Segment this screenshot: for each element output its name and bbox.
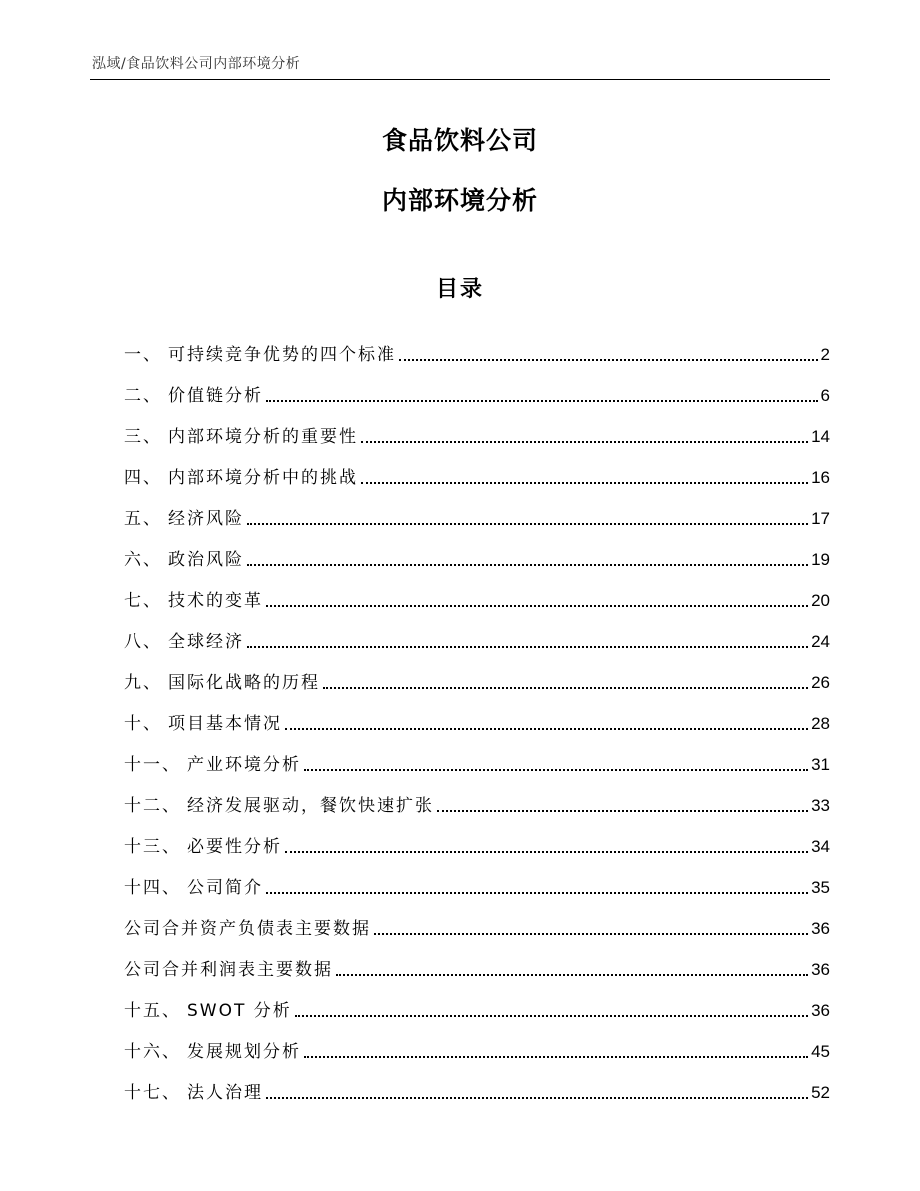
toc-entry[interactable] bbox=[124, 325, 830, 366]
toc-entry-number: 四、 bbox=[124, 468, 162, 488]
toc-entry-page: 2 bbox=[820, 345, 830, 364]
toc-entry-number: 一、 bbox=[124, 345, 162, 365]
toc-entry-page: 36 bbox=[811, 960, 830, 979]
toc-leader-dots bbox=[361, 482, 808, 484]
toc-leader-dots bbox=[374, 933, 808, 935]
toc-entry-page: 28 bbox=[811, 714, 830, 733]
toc-leader-dots bbox=[266, 400, 818, 402]
toc-leader-dots bbox=[304, 769, 808, 771]
toc-entry-title: 全球经济 bbox=[168, 632, 244, 652]
running-header: 泓域/食品饮料公司内部环境分析 bbox=[92, 56, 301, 72]
toc-entry[interactable] bbox=[124, 899, 830, 940]
toc-entry[interactable] bbox=[124, 776, 830, 817]
toc-entry-number: 十七、 bbox=[124, 1083, 181, 1103]
toc-leader-dots bbox=[247, 646, 808, 648]
toc-entry-number: 十三、 bbox=[124, 837, 181, 857]
toc-entry-page: 36 bbox=[811, 1001, 830, 1020]
toc-entry[interactable] bbox=[124, 735, 830, 776]
toc-entry[interactable] bbox=[124, 489, 830, 530]
toc-entry-page: 26 bbox=[811, 673, 830, 692]
toc-entry[interactable] bbox=[124, 366, 830, 407]
toc-entry[interactable] bbox=[124, 817, 830, 858]
toc-entry-title: SWOT 分析 bbox=[187, 1001, 292, 1021]
toc-leader-dots bbox=[437, 810, 808, 812]
toc-entry[interactable] bbox=[124, 694, 830, 735]
toc-entry[interactable] bbox=[124, 530, 830, 571]
toc-entry[interactable] bbox=[124, 1063, 830, 1104]
table-of-contents bbox=[124, 325, 830, 1104]
toc-entry-title: 必要性分析 bbox=[187, 837, 282, 857]
toc-entry-title: 经济发展驱动，餐饮快速扩张 bbox=[187, 796, 434, 816]
toc-leader-dots bbox=[266, 1097, 808, 1099]
toc-entry-title: 经济风险 bbox=[168, 509, 244, 529]
toc-leader-dots bbox=[285, 851, 808, 853]
toc-entry-page: 52 bbox=[811, 1083, 830, 1102]
toc-leader-dots bbox=[285, 728, 808, 730]
toc-entry-title: 内部环境分析中的挑战 bbox=[168, 468, 358, 488]
toc-leader-dots bbox=[247, 523, 808, 525]
toc-leader-dots bbox=[399, 359, 818, 361]
toc-leader-dots bbox=[266, 892, 808, 894]
toc-entry-number: 三、 bbox=[124, 427, 162, 447]
toc-entry-title: 技术的变革 bbox=[168, 591, 263, 611]
toc-entry-number: 十、 bbox=[124, 714, 162, 734]
toc-entry-title: 产业环境分析 bbox=[187, 755, 301, 775]
toc-leader-dots bbox=[266, 605, 808, 607]
toc-entry-number: 八、 bbox=[124, 632, 162, 652]
toc-entry-page: 20 bbox=[811, 591, 830, 610]
toc-entry-number: 十五、 bbox=[124, 1001, 181, 1021]
toc-entry-page: 24 bbox=[811, 632, 830, 651]
toc-entry-number: 五、 bbox=[124, 509, 162, 529]
toc-entry-title: 法人治理 bbox=[187, 1083, 263, 1103]
toc-entry-page: 34 bbox=[811, 837, 830, 856]
toc-entry-page: 14 bbox=[811, 427, 830, 446]
toc-entry-page: 6 bbox=[820, 386, 830, 405]
toc-entry-number: 九、 bbox=[124, 673, 162, 693]
toc-entry[interactable] bbox=[124, 571, 830, 612]
toc-entry-title: 可持续竞争优势的四个标准 bbox=[168, 345, 396, 365]
toc-leader-dots bbox=[361, 441, 808, 443]
document-title-line2: 内部环境分析 bbox=[381, 186, 538, 215]
toc-entry-page: 35 bbox=[811, 878, 830, 897]
toc-entry[interactable] bbox=[124, 1022, 830, 1063]
toc-entry-title: 内部环境分析的重要性 bbox=[168, 427, 358, 447]
toc-entry[interactable] bbox=[124, 612, 830, 653]
toc-leader-dots bbox=[323, 687, 808, 689]
toc-entry-title: 发展规划分析 bbox=[187, 1042, 301, 1062]
toc-entry-page: 36 bbox=[811, 919, 830, 938]
toc-entry-number: 十四、 bbox=[124, 878, 181, 898]
toc-entry-number: 十一、 bbox=[124, 755, 181, 775]
toc-entry-page: 33 bbox=[811, 796, 830, 815]
toc-entry-page: 17 bbox=[811, 509, 830, 528]
toc-leader-dots bbox=[336, 974, 808, 976]
toc-entry-number: 十二、 bbox=[124, 796, 181, 816]
toc-entry[interactable] bbox=[124, 407, 830, 448]
toc-entry-number: 二、 bbox=[124, 386, 162, 406]
document-title-line1: 食品饮料公司 bbox=[381, 126, 538, 155]
toc-entry-page: 45 bbox=[811, 1042, 830, 1061]
toc-entry[interactable] bbox=[124, 448, 830, 489]
toc-entry-page: 16 bbox=[811, 468, 830, 487]
header-divider bbox=[90, 79, 830, 80]
toc-entry-number: 十六、 bbox=[124, 1042, 181, 1062]
toc-entry-number: 七、 bbox=[124, 591, 162, 611]
toc-leader-dots bbox=[295, 1015, 808, 1017]
toc-entry-title: 公司简介 bbox=[187, 878, 263, 898]
toc-entry[interactable] bbox=[124, 981, 830, 1022]
toc-entry-title: 价值链分析 bbox=[168, 386, 263, 406]
toc-entry[interactable] bbox=[124, 940, 830, 981]
toc-entry-title: 国际化战略的历程 bbox=[168, 673, 320, 693]
toc-entry-title: 政治风险 bbox=[168, 550, 244, 570]
toc-entry[interactable] bbox=[124, 653, 830, 694]
toc-entry-title: 公司合并资产负债表主要数据 bbox=[124, 919, 371, 939]
toc-heading: 目录 bbox=[435, 277, 484, 302]
toc-leader-dots bbox=[247, 564, 808, 566]
toc-entry-title: 公司合并利润表主要数据 bbox=[124, 960, 333, 980]
toc-entry-title: 项目基本情况 bbox=[168, 714, 282, 734]
toc-entry-number: 六、 bbox=[124, 550, 162, 570]
toc-entry-page: 19 bbox=[811, 550, 830, 569]
toc-entry[interactable] bbox=[124, 858, 830, 899]
toc-leader-dots bbox=[304, 1056, 808, 1058]
toc-entry-page: 31 bbox=[811, 755, 830, 774]
